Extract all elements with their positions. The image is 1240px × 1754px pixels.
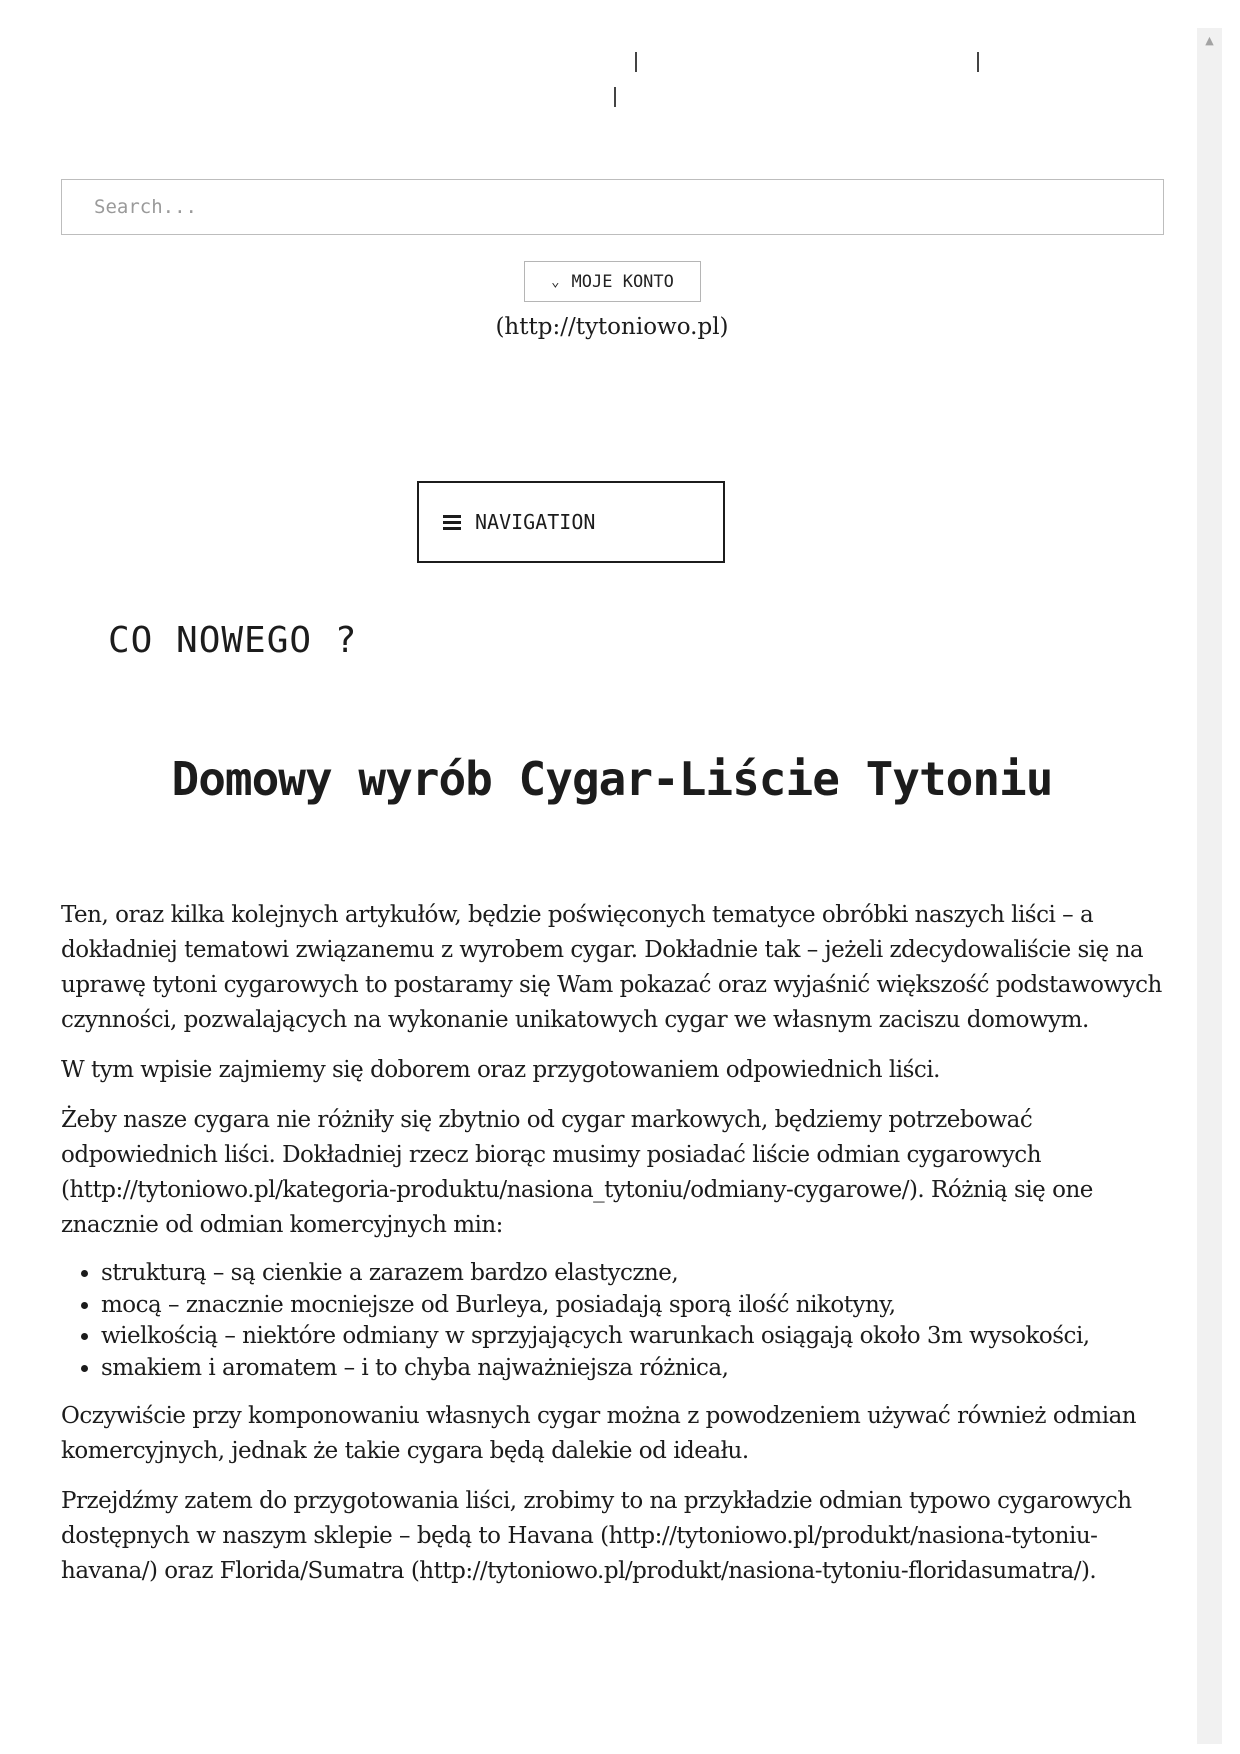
site-url-link[interactable]: (http://tytoniowo.pl) xyxy=(495,314,729,340)
search-input[interactable] xyxy=(62,180,1163,234)
navigation-button[interactable] xyxy=(417,481,725,563)
features-list xyxy=(61,1258,1171,1384)
scroll-up-arrow-icon[interactable]: ▲ xyxy=(1205,34,1214,47)
list-item: • mocą – znacznie mocniejsze od Burleya, posiadają sporą ilość nikotyny, xyxy=(101,1290,1171,1322)
list-item: • smakiem i aromatem – i to chyba najważniejsza różnica, xyxy=(101,1353,1171,1385)
article-paragraph: W tym wpisie zajmiemy się doborem oraz przygotowaniem odpowiednich liści. xyxy=(61,1057,940,1083)
top-separator-1 xyxy=(635,52,637,72)
article-paragraph: Przejdźmy zatem do przygotowania liści, zrobimy to na przykładzie odmian typowo cygarowych dostępnych w naszym sklepie – będą to Havana (http://tytoniowo.pl/produkt/nasiona-tytoniu-havana/) oraz Florida/Sumatra (http://tytoniowo.pl/produkt/nasiona-tytoniu-floridasumatra/). xyxy=(61,1488,1132,1584)
hamburger-menu-icon xyxy=(443,515,461,530)
article-content xyxy=(61,898,1171,1604)
section-heading: CO NOWEGO ? xyxy=(108,620,358,661)
list-item: • strukturą – są cienkie a zarazem bardzo elastyczne, xyxy=(101,1258,1171,1290)
chevron-down-icon: ⌄ xyxy=(551,273,560,290)
article-paragraph: Żeby nasze cygara nie różniły się zbytnio od cygar markowych, będziemy potrzebować odpowiednich liści. Dokładniej rzecz biorąc musimy posiadać liście odmian cygarowych (http://tytoniowo.pl/kategoria-produktu/nasiona_tytoniu/odmiany-cygarowe/). Różnią się one znacznie od odmian komercyjnych min: xyxy=(61,1107,1093,1238)
article-paragraph: Ten, oraz kilka kolejnych artykułów, będzie poświęconych tematyce obróbki naszych liści – a dokładniej tematowi związanemu z wyrobem cygar. Dokładnie tak – jeżeli zdecydowaliście się na uprawę tytoni cygarowych to postaramy się Wam pokazać oraz wyjaśnić większość podstawowych czynności, pozwalających na wykonanie unikatowych cygar we własnym zaciszu domowym. xyxy=(61,902,1162,1033)
top-separator-2 xyxy=(977,52,979,72)
vertical-scrollbar[interactable] xyxy=(1197,28,1222,1744)
article-paragraph: Oczywiście przy komponowaniu własnych cygar można z powodzeniem używać również odmian komercyjnych, jednak że takie cygara będą dalekie od ideału. xyxy=(61,1403,1137,1464)
my-account-label: MOJE KONTO xyxy=(571,271,674,292)
top-separator-3 xyxy=(614,87,616,107)
article-title: Domowy wyrób Cygar-Liście Tytoniu xyxy=(171,752,1053,806)
my-account-button[interactable] xyxy=(524,261,701,302)
search-box xyxy=(61,179,1164,235)
navigation-label: NAVIGATION xyxy=(475,510,596,534)
list-item: • wielkością – niektóre odmiany w sprzyjających warunkach osiągają około 3m wysokości, xyxy=(101,1321,1171,1353)
